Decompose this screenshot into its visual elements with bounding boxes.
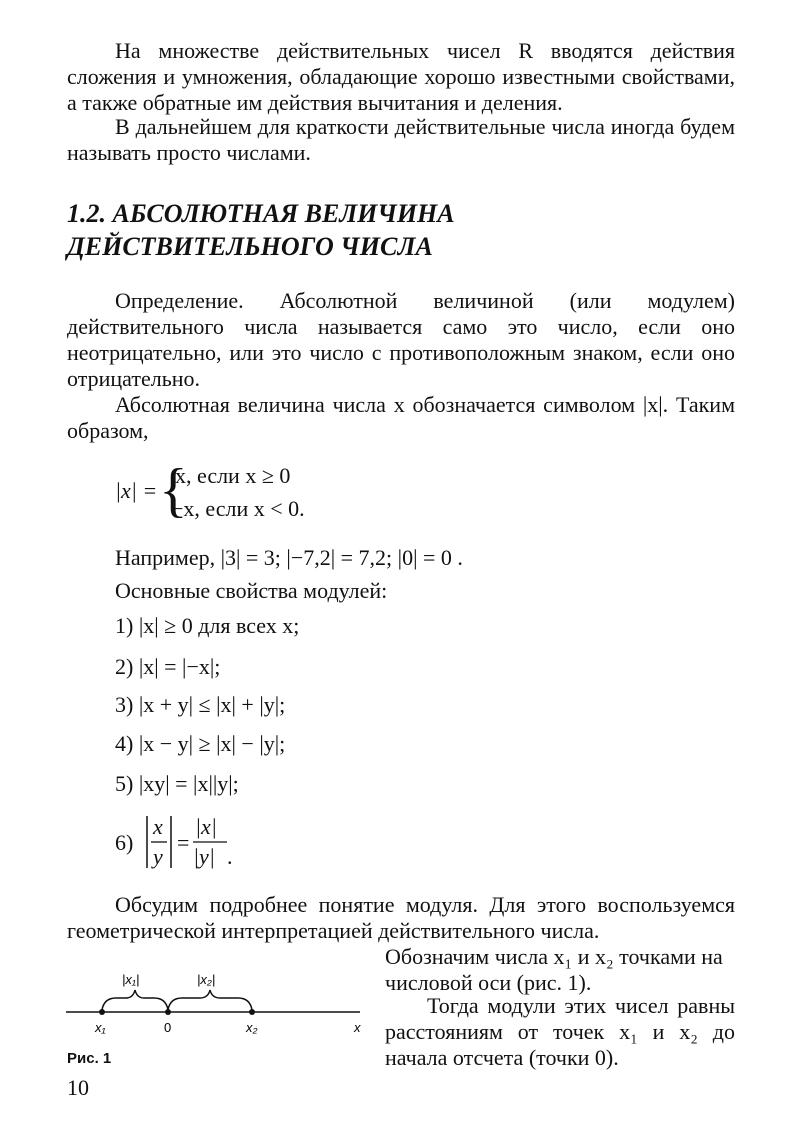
brace-label-x1: |x₁| [122, 972, 140, 987]
figure-caption: Рис. 1 [67, 1050, 112, 1067]
property-6 [115, 812, 315, 872]
property-6-label: 6) [115, 830, 134, 855]
property-1: 1) |x| ≥ 0 для всех x; [115, 613, 300, 638]
label-zero: 0 [164, 1020, 172, 1035]
paragraph-definition: Определение. Абсолютной величиной (или модулем) действительного числа называется само это число, если оно неотрицательно, или это число с противоположным знаком, если оно отрицательно. [67, 288, 735, 391]
frac-left-num: x [153, 814, 163, 839]
brace-x2 [168, 990, 252, 1010]
heading-line-1: 1.2. АБСОЛЮТНАЯ ВЕЛИЧИНА [67, 199, 455, 228]
property-3: 3) |x + y| ≤ |x| + |y|; [115, 692, 286, 717]
label-x1: x₁ [95, 1020, 106, 1035]
label-axis-x: x [354, 1020, 361, 1035]
property-2: 2) |x| = |−x|; [115, 654, 221, 679]
label-x2: x₂ [246, 1020, 258, 1035]
paragraph-notation: Абсолютная величина числа x обозначается символом |x|. Таким образом, [67, 392, 735, 443]
frac-right-num: |x| [195, 814, 217, 839]
paragraph-geometric: Обсудим подробнее понятие модуля. Для этого воспользуемся геометрической интерпретацией действительного числа. [67, 892, 735, 943]
number-line-figure [64, 960, 370, 1040]
period: . [227, 844, 233, 869]
brace-label-x2: |x₂| [197, 972, 216, 987]
brace-x1 [102, 990, 168, 1010]
formula-lhs: |x| = [115, 478, 158, 503]
frac-right-den: |y| [193, 844, 215, 869]
paragraph-numbers-note: В дальнейшем для краткости действительные числа иногда будем называть просто числами. [67, 114, 735, 165]
frac-left-den: y [153, 844, 163, 869]
curly-brace: { [159, 457, 188, 523]
section-heading [67, 197, 707, 263]
paragraph-points: Обозначим числа x₁ и x₂ точками на числовой оси (рис. 1). [385, 944, 723, 995]
property-5: 5) |xy| = |x||y|; [115, 771, 239, 796]
page-number: 10 [67, 1075, 89, 1100]
properties-title: Основные свойства модулей: [115, 578, 388, 603]
paragraph-operations: На множестве действительных чисел R вводятся действия сложения и умножения, обладающие хорошо известными свойствами, а также обратные им действия вычитания и деления. [67, 38, 735, 115]
examples-line: Например, |3| = 3; |−7,2| = 7,2; |0| = 0 . [115, 545, 463, 570]
heading-line-2: ДЕЙСТВИТЕЛЬНОГО ЧИСЛА [67, 232, 433, 261]
equals-sign: = [177, 830, 190, 855]
formula-case-1: x, если x ≥ 0 [175, 463, 291, 488]
paragraph-distances: Тогда модули этих чисел равны расстояниям от точек x₁ и x₂ до начала отсчета (точки 0). [385, 993, 735, 1070]
formula-case-2: −x, если x < 0. [171, 496, 305, 521]
property-4: 4) |x − y| ≥ |x| − |y|; [115, 731, 286, 756]
